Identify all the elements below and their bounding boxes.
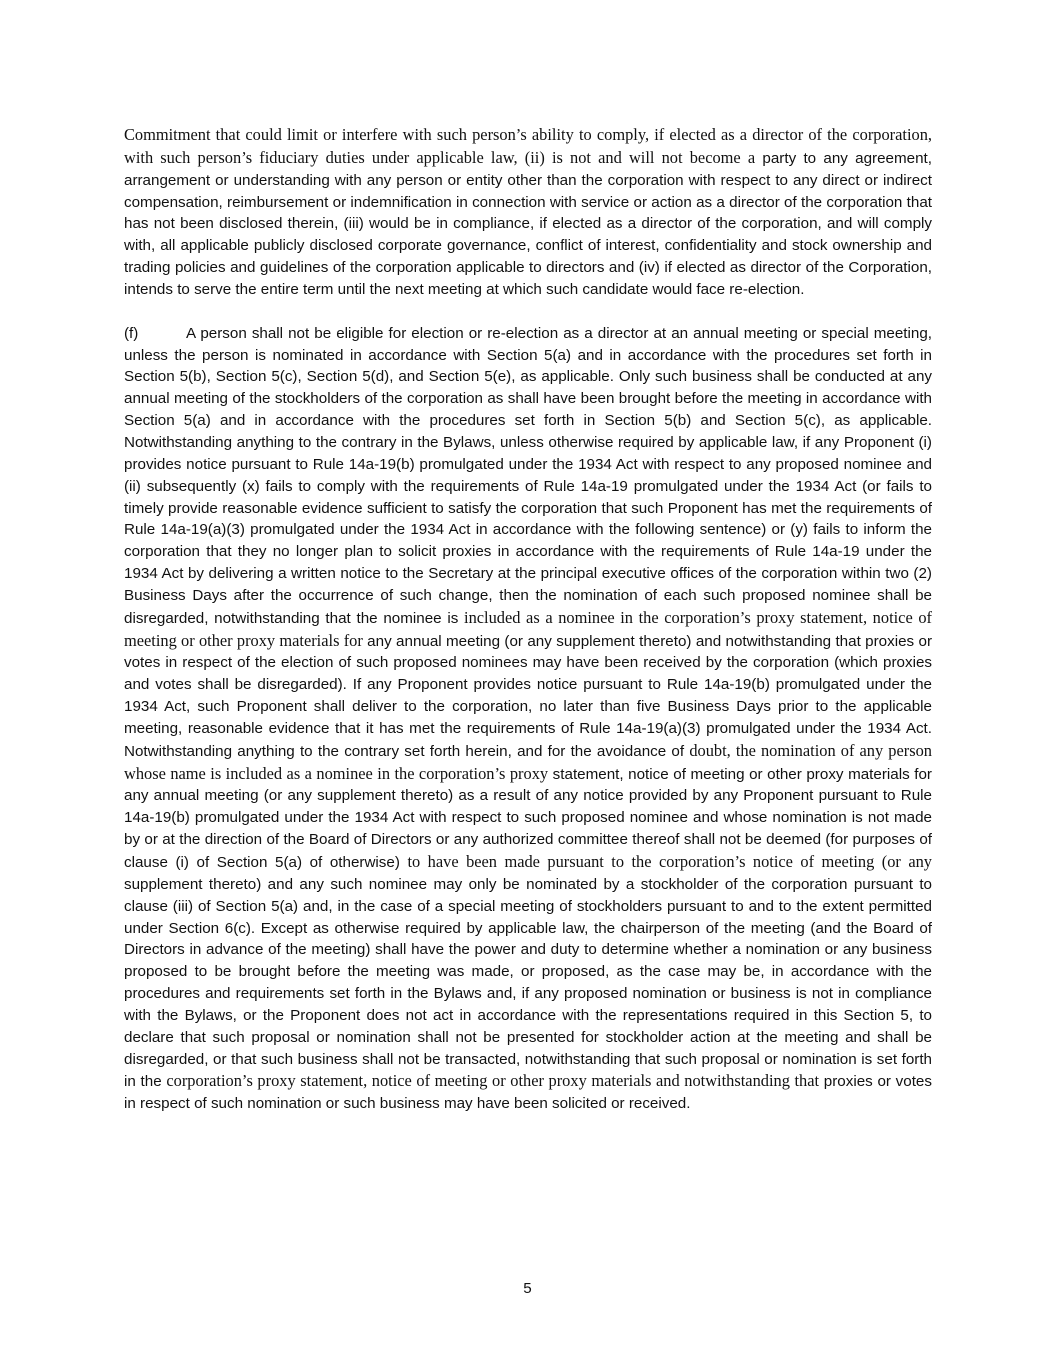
section-f-text-part-3: statement, notice of meeting or other proxy materials for any annual meeting (or any supplement thereto) as a result of any notice provided by any Proponent pursuant to Rule 14a-19(b) promulgated under the 1934 Act with respect to such proposed nominee and whose nomination is not made by or at the direction of the Board of Directors or any authorized committee thereof shall not be deemed (for purposes of clause (i) of Section 5(a) of otherwise) (124, 765, 932, 871)
page-number: 5 (523, 1280, 532, 1297)
section-f-paragraph (124, 323, 932, 1115)
section-f-serif-run-4: corporation’s proxy statement, notice of meeting or other proxy materials and notwithstanding that (166, 1071, 820, 1091)
section-f-serif-run-2: doubt, the nomination of any person whose name is included as a nominee in the corporation’s proxy (124, 740, 932, 783)
section-f-text-part-5: proxies or votes in respect of such nomination or such business may have been solicited or received. (124, 1073, 932, 1113)
section-f-text-part-4: supplement thereto) and any such nominee may only be nominated by a stockholder of the corporation pursuant to clause (iii) of Section 5(a) and, in the case of a special meeting of stockholders pursuant to and to the extent permitted under Section 6(c). Except as otherwise required by applicable law, the chairperson of the meeting (and the Board of Directors in advance of the meeting) shall have the power and duty to determine whether a nomination or any business proposed to be brought before the meeting was made, or proposed, as the case may be, in accordance with the procedures and requirements set forth in the Bylaws and, if any proposed nomination or business is not in compliance with the Bylaws, or the Proponent does not act in accordance with the representations required in this Section 5, to declare that such proposal or nomination shall not be presented for stockholder action at the meeting and shall be disregarded, or that such business shall not be transacted, notwithstanding that such proposal or nomination is set forth in the (124, 875, 932, 1091)
paragraph-continued-serif-lead: Commitment that could limit or interfere with such person’s ability to comply, if elected as a director of the corporation, with such person’s fiduciary duties under applicable law, (ii) is not and will not become a (124, 125, 932, 167)
section-f-serif-run-3: to have been made pursuant to the corporation’s notice of meeting (or any (407, 852, 932, 871)
section-f-label: (f) (124, 324, 139, 342)
page-body (124, 124, 932, 1115)
paragraph-spacer (124, 301, 932, 323)
section-f-text-part-2: any annual meeting (or any supplement thereto) and notwithstanding that proxies or votes in respect of the election of such proposed nominees may have been received by the corporation (which proxies and votes shall be disregarded). If any Proponent provides notice pursuant to Rule 14a-19(b) promulgated under the 1934 Act, such Proponent shall deliver to the corporation, no later than five Business Days prior to the applicable meeting, reasonable evidence that it has met the requirements of Rule 14a-19(a)(3) promulgated under the 1934 Act. Notwithstanding anything to the contrary set forth herein, and for the avoidance of (124, 632, 932, 760)
section-f-text-part-1: A person shall not be eligible for election or re-election as a director at an annual meeting or special meeting, unless the person is nominated in accordance with Section 5(a) and in accordance with the procedures set forth in Section 5(b), Section 5(c), Section 5(d), and Section 5(e), as applicable. Only such business shall be conducted at any annual meeting of the stockholders of the corporation as shall have been brought before the meeting in accordance with Section 5(a) and in accordance with the procedures set forth in Section 5(b) and Section 5(c), as applicable. Notwithstanding anything to the contrary in the Bylaws, unless otherwise required by applicable law, if any Proponent (i) provides notice pursuant to Rule 14a-19(b) promulgated under the 1934 Act with respect to any proposed nominee and (ii) subsequently (x) fails to comply with the requirements of Rule 14a-19 promulgated under the 1934 Act (or fails to timely provide reasonable evidence sufficient to satisfy the corporation that such Proponent has met the requirements of Rule 14a-19(a)(3) promulgated under the 1934 Act in accordance with the following sentence) or (y) fails to inform the corporation that they no longer plan to solicit proxies in accordance with the requirements of Rule 14a-19 under the 1934 Act by delivering a written notice to the Secretary at the principal executive offices of the corporation within two (2) Business Days after the occurrence of such change, then the nomination of each such proposed nominee shall be disregarded, notwithstanding that the nominee is (124, 324, 932, 627)
paragraph-continued-text: party to any agreement, arrangement or understanding with any person or entity other than the corporation with respect to any direct or indirect compensation, reimbursement or indemnification in connection with service or action as a director of the corporation that has not been disclosed therein, (iii) would be in compliance, if elected as a director of the corporation, and will comply with, all applicable publicly disclosed corporate governance, conflict of interest, confidentiality and stock ownership and trading policies and guidelines of the corporation applicable to directors and (iv) if elected as director of the Corporation, intends to serve the entire term until the next meeting at which such candidate would face re-election. (124, 149, 932, 298)
section-f-serif-run-1: included as a nominee in the corporation’s proxy statement, notice of meeting or other proxy materials for (124, 607, 932, 650)
paragraph-continued (124, 124, 932, 301)
